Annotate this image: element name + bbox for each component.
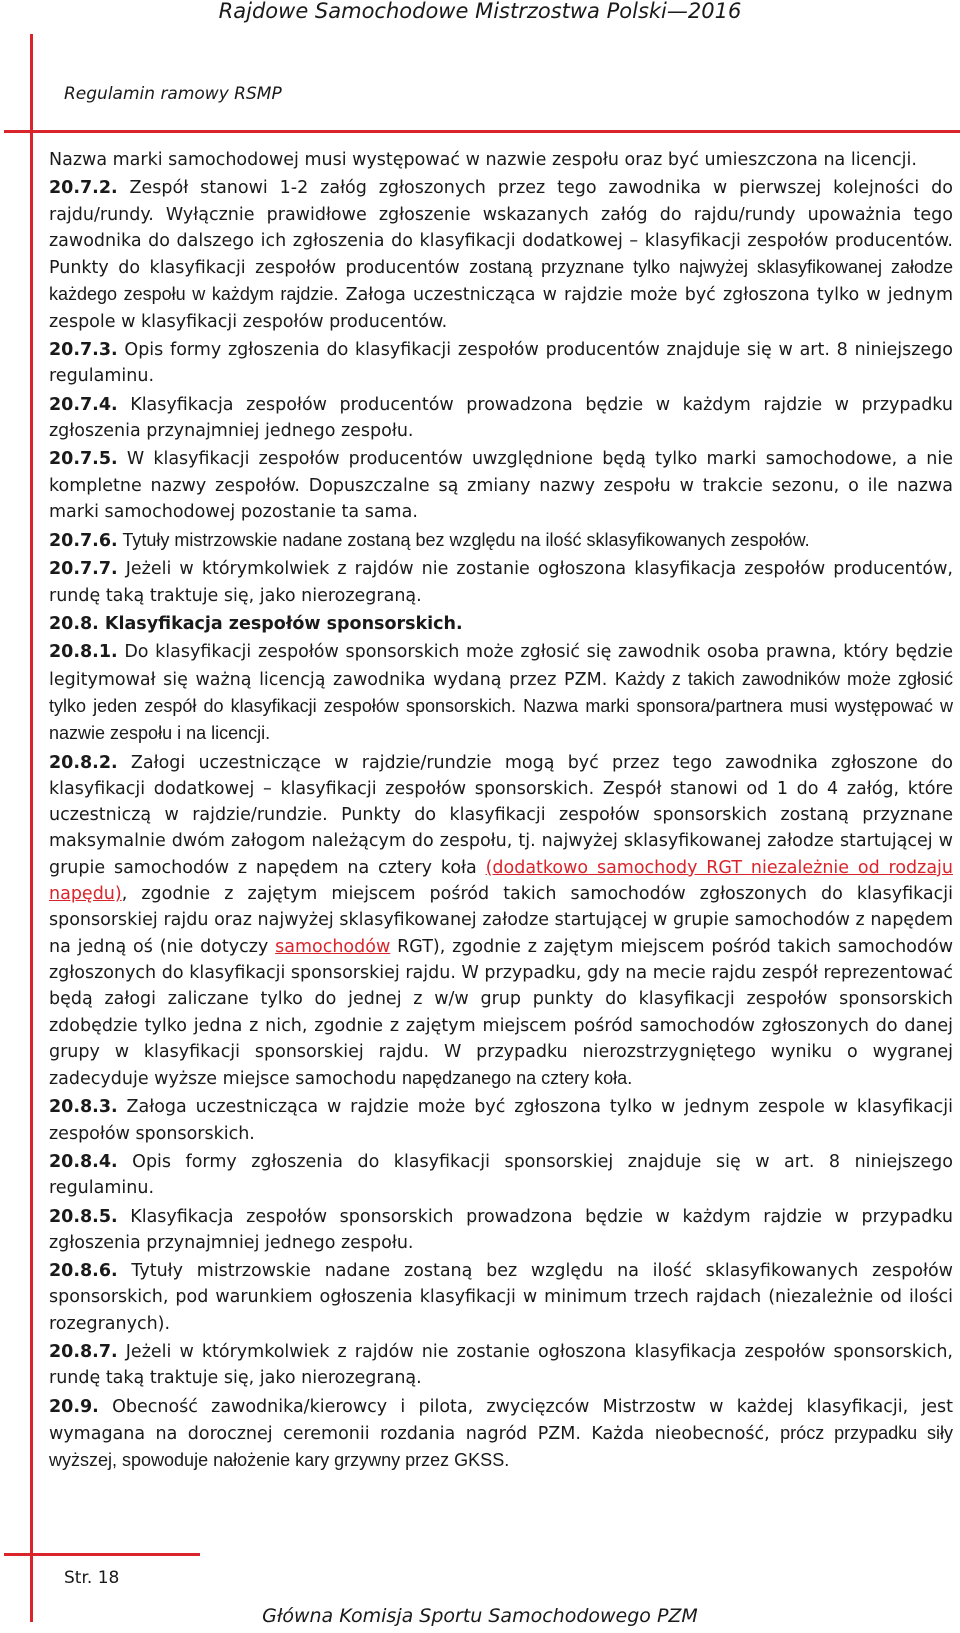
text: Nazwa marki samochodowej musi występować w nazwie zespołu oraz być umieszczona na licencji.: [49, 150, 917, 170]
paragraph: [49, 337, 953, 390]
section-number: 20.7.4.: [49, 394, 118, 415]
bottom-rule: [4, 1553, 200, 1556]
text: Opis formy zgłoszenia do klasyfikacji zespołów producentów znajduje się w art. 8 niniejszego regulaminu.: [49, 340, 953, 387]
text: Opis formy zgłoszenia do klasyfikacji sponsorskiej znajduje się w art. 8 niniejszego regulaminu.: [49, 1151, 953, 1199]
text: Zespół stanowi 1-2 załóg zgłoszonych przez tego zawodnika w pierwszej kolejności do rajdu/rundy. Wyłącznie prawidłowe zgłoszenie wskazanych załóg do rajdu/rundy upoważnia tego zawodnika do dalszego ich zgłoszenia do klasyfikacji dodatkowej – klasyfikacji zespołów producentów. Punkty do klasyfikacji zespołów producentów: [49, 178, 953, 279]
paragraph: [49, 1149, 953, 1202]
section-number: 20.7.7.: [49, 559, 118, 580]
footer-organization: Główna Komisja Sportu Samochodowego PZM: [262, 1605, 698, 1627]
text: Każdy z takich zawodników może zgłosić tylko jeden zespół do klasyfikacji zespołów sponsorskich. Nazwa marki sponsora/partnera musi występować w nazwie zespołu i na licencji.: [49, 668, 954, 744]
text: W klasyfikacji zespołów producentów uwzględnione będą tylko marki samochodowe, a nie kompletne nazwy zespołów. Dopuszczalne są zmiany nazwy zespołu w trakcie sezonu, o ile nazwa marki samochodowej pozostanie ta sama.: [49, 449, 953, 522]
paragraph: [49, 1094, 953, 1147]
paragraph: [49, 147, 953, 173]
text: zostaną przyznane tylko najwyżej sklasyfikowanej załodze każdego zespołu w każdym rajdzie.: [49, 257, 953, 305]
section-number: 20.8.2.: [49, 752, 118, 773]
section-number: 20.8.7.: [49, 1342, 118, 1363]
section-number: 20.7.5.: [49, 449, 118, 470]
text: prócz przypadku siły wyższej, spowoduje nałożenie kary grzywny przez GKSS.: [49, 1422, 953, 1471]
highlighted-text: (dodatkowo samochody RGT niezależnie od rodzaju napędu): [49, 857, 953, 905]
text: Klasyfikacja zespołów sponsorskich prowadzona będzie w każdym rajdzie w przypadku zgłoszenia przynajmniej jednego zespołu.: [49, 1206, 953, 1253]
section-number: 20.8.6.: [49, 1261, 118, 1282]
document-body: [49, 147, 953, 1477]
text: , zgodnie z zajętym miejscem pośród takich samochodów zgłoszonych do klasyfikacji sponsorskiej rajdu oraz najwyżej sklasyfikowanej załodze startującej w grupie samochodów z napędem na jedną oś (nie dotyczy: [49, 884, 953, 957]
paragraph: [49, 392, 953, 445]
text: Obecność zawodnika/kierowcy i pilota, zwycięzców Mistrzostw w każdej klasyfikacji, jest wymagana na dorocznej ceremonii rozdania nagród PZM. Każda nieobecność,: [49, 1396, 953, 1444]
paragraph: [49, 556, 953, 609]
section-number: 20.7.6.: [49, 531, 118, 552]
paragraph: [49, 527, 953, 554]
section-number: 20.8.: [49, 614, 99, 635]
text: Załogi uczestniczące w rajdzie/rundzie mogą być przez tego zawodnika zgłoszone do klasyfikacji dodatkowej – klasyfikacji zespołów sponsorskich. Zespół stanowi od 1 do 4 załóg, które uczestniczą w rajdzie/rundzie. Punkty do klasyfikacji zespołów sponsorskich zostaną przyznane maksymalnie dwóm załogom należącym do zespołu, tj. najwyżej sklasyfikowanej załodze startującej w grupie samochodów z napędem na cztery koła: [49, 752, 953, 878]
section-number: 20.8.4.: [49, 1151, 118, 1172]
top-rule: [4, 130, 960, 133]
text: Tytuły mistrzowskie nadane zostaną bez względu na ilość sklasyfikowanych zespołów sponsorskich, pod warunkiem ogłoszenia klasyfikacji w minimum trzech rajdach (niezależnie od ilości rozegranych).: [49, 1261, 953, 1334]
text: Jeżeli w którymkolwiek z rajdów nie zostanie ogłoszona klasyfikacja zespołów producentów, rundę taką traktuje się, jako nierozegraną.: [49, 559, 953, 606]
paragraph: [49, 175, 953, 335]
text: Do klasyfikacji zespołów sponsorskich może zgłosić się zawodnik osoba prawna, który będzie legitymował się ważną licencją zawodnika wydaną przez PZM.: [49, 642, 953, 690]
text: Załoga uczestnicząca w rajdzie może być zgłoszona tylko w jednym zespole w klasyfikacji zespołów sponsorskich.: [49, 1097, 953, 1144]
text: Tytuły mistrzowskie nadane zostaną bez względu na ilość sklasyfikowanych zespołów.: [117, 530, 810, 551]
text: RGT), zgodnie z zajętym miejscem pośród takich samochodów zgłoszonych do klasyfikacji sponsorskiej rajdu. W przypadku, gdy na mecie rajdu zespół reprezentować będą załogi zaliczane tylko do jednej z w/w grup punkty do klasyfikacji zespołów sponsorskich zdobędzie tylko jedna z nich, zgodnie z zajętym miejscem pośród samochodów zgłoszonych do danej grupy w klasyfikacji sponsorskiej rajdu. W przypadku nierozstrzygniętego wyniku o wygranej zadecyduje wyższe miejsce samochodu: [49, 936, 954, 1090]
paragraph: [49, 1339, 953, 1392]
section-heading: [49, 611, 953, 637]
text: Jeżeli w którymkolwiek z rajdów nie zostanie ogłoszona klasyfikacja zespołów sponsorskich, rundę taką traktuje się, jako nierozegraną.: [49, 1342, 953, 1389]
highlighted-text: samochodów: [275, 936, 391, 957]
section-number: 20.7.3.: [49, 340, 118, 361]
text: Klasyfikacja zespołów producentów prowadzona będzie w każdym rajdzie w przypadku zgłoszenia przynajmniej jednego zespołu.: [49, 394, 953, 441]
header-title: Rajdowe Samochodowe Mistrzostwa Polski—2016: [218, 0, 742, 23]
paragraph: [49, 1258, 953, 1337]
text: Załoga uczestnicząca w rajdzie może być zgłoszona tylko w jednym zespole w klasyfikacji zespołów producentów.: [49, 285, 954, 332]
paragraph: [49, 1394, 953, 1475]
section-number: 20.8.1.: [49, 642, 118, 663]
page-number: Str. 18: [64, 1568, 120, 1588]
section-number: 20.9.: [49, 1396, 99, 1417]
text: napędzanego na cztery koła.: [402, 1068, 633, 1089]
paragraph: [49, 750, 953, 1093]
section-number: 20.8.5.: [49, 1206, 118, 1227]
section-number: 20.7.2.: [49, 178, 118, 199]
left-rule: [30, 34, 33, 1622]
section-number: 20.8.3.: [49, 1097, 118, 1118]
paragraph: [49, 1204, 953, 1257]
heading-text: Klasyfikacja zespołów sponsorskich.: [98, 614, 463, 635]
header-subtitle: Regulamin ramowy RSMP: [64, 84, 282, 104]
paragraph: [49, 446, 953, 525]
paragraph: [49, 639, 953, 747]
